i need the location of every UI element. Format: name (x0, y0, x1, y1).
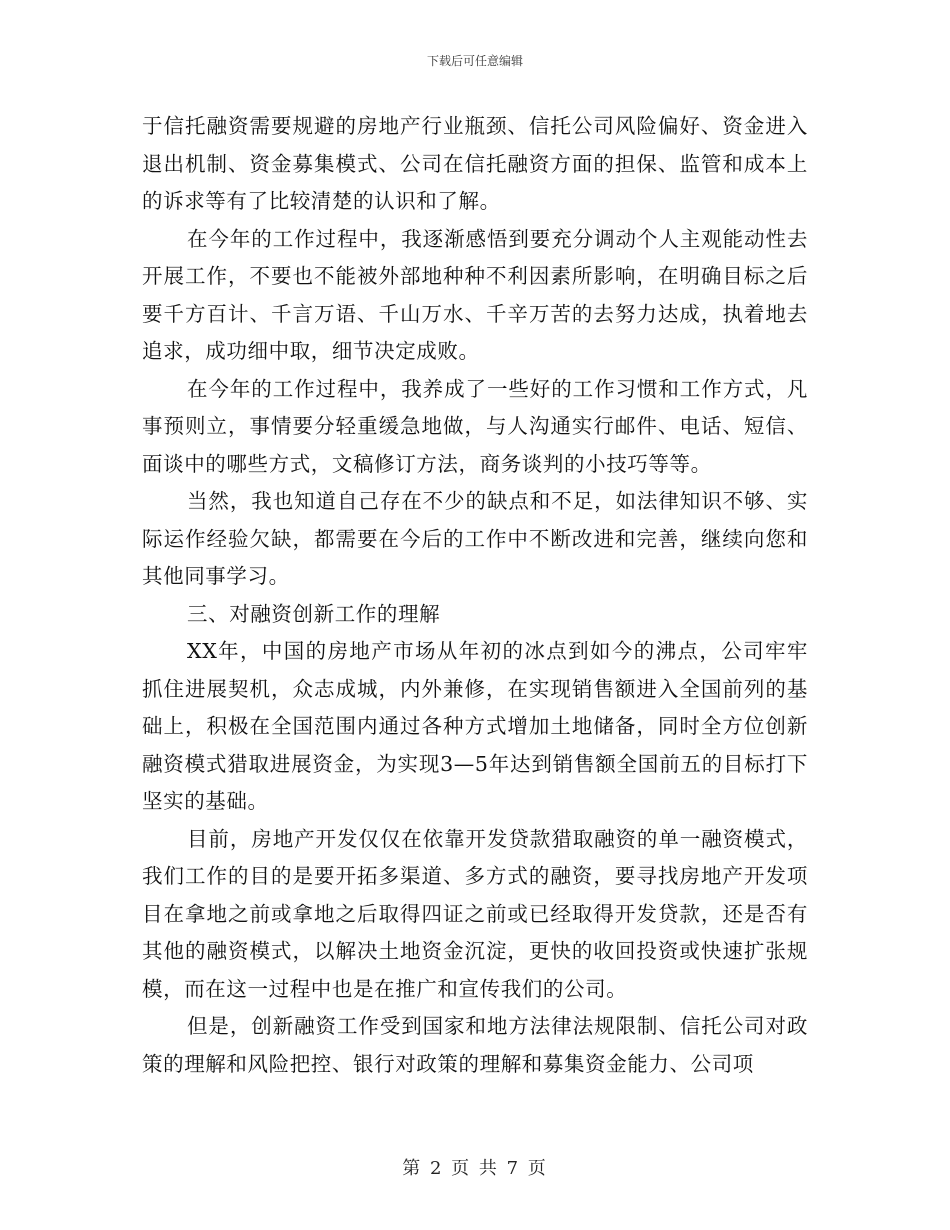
header-note: 下载后可任意编辑 (426, 54, 523, 68)
paragraph-5: XX年，中国的房地产市场从年初的冰点到如今的沸点，公司牢牢抓住进展契机，众志成城，内外兼修，在实现销售额进入全国前列的基础上，积极在全国范围内通过各种方式增加土地储备，同时全方位创新融资模式猎取进展资金，为实现3—5年达到销售额全国前五的目标打下坚实的基础。 (142, 639, 808, 813)
paragraph-3: 在今年的工作过程中，我养成了一些好的工作习惯和工作方式，凡事预则立，事情要分轻重缓急地做，与人沟通实行邮件、电话、短信、面谈中的哪些方式，文稿修订方法，商务谈判的小技巧等等。 (142, 376, 808, 476)
section-heading: 三、对融资创新工作的理解 (187, 601, 441, 626)
paragraph-4: 当然，我也知道自己存在不少的缺点和不足，如法律知识不够、实际运作经验欠缺，都需要在今后的工作中不断改进和完善，继续向您和其他同事学习。 (142, 489, 808, 588)
paragraph-6: 目前，房地产开发仅仅在依靠开发贷款猎取融资的单一融资模式，我们工作的目的是要开拓多渠道、多方式的融资，要寻找房地产开发项目在拿地之前或拿地之后取得四证之前或已经取得开发贷款，还是否有其他的融资模式，以解决土地资金沉淀，更快的收回投资或快速扩张规模，而在这一过程中也是在推广和宣传我们的公司。 (142, 826, 808, 1001)
page-number: 第 2 页 共 7 页 (402, 1158, 548, 1179)
paragraph-1: 于信托融资需要规避的房地产行业瓶颈、信托公司风险偏好、资金进入退出机制、资金募集模式、公司在信托融资方面的担保、监管和成本上的诉求等有了比较清楚的认识和了解。 (142, 114, 808, 213)
paragraph-2: 在今年的工作过程中，我逐渐感悟到要充分调动个人主观能动性去开展工作，不要也不能被外部地种种不利因素所影响，在明确目标之后要千方百计、千言万语、千山万水、千辛万苦的去努力达成，执着地去追求，成功细中取，细节决定成败。 (142, 226, 808, 363)
document-body (142, 108, 808, 1083)
paragraph-7: 但是，创新融资工作受到国家和地方法律法规限制、信托公司对政策的理解和风险把控、银行对政策的理解和募集资金能力、公司项 (142, 1014, 808, 1076)
